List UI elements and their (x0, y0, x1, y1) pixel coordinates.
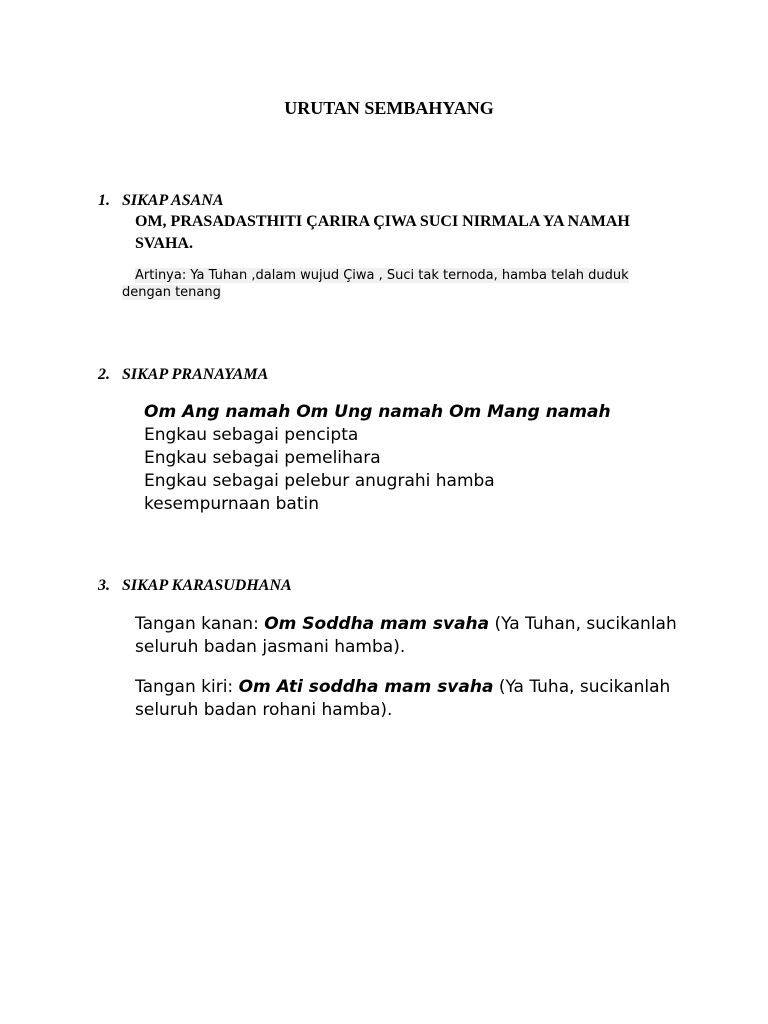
pranayama-mantra: Om Ang namah Om Ung namah Om Mang namah (144, 402, 611, 422)
item-suffix: (Ya Tuhan, sucikanlah seluruh badan jasmani hamba). (135, 614, 677, 657)
karasudhana-left-hand (135, 676, 695, 722)
pranayama-line: Engkau sebagai pelebur anugrahi hamba (144, 471, 495, 491)
item-prefix: Tangan kiri: (135, 677, 239, 697)
section-number: 2. (98, 366, 110, 383)
asana-meaning (122, 267, 662, 301)
section-title: SIKAP KARASUDHANA (122, 577, 292, 594)
karasudhana-right-hand (135, 613, 695, 659)
section-heading-pranayama (98, 366, 268, 384)
section-number: 3. (98, 577, 110, 594)
asana-mantra: OM, PRASADASTHITI ÇARIRA ÇIWA SUCI NIRMALA YA NAMAH SVAHA. (135, 213, 630, 252)
item-prefix: Tangan kanan: (135, 614, 265, 634)
item-mantra: Om Ati soddha mam svaha (238, 677, 494, 697)
document-title: URUTAN SEMBAHYANG (284, 98, 494, 118)
section-number: 1. (98, 192, 110, 209)
item-mantra: Om Soddha mam svaha (264, 614, 490, 634)
section-title: SIKAP ASANA (122, 192, 224, 209)
section-heading-karasudhana (98, 577, 292, 595)
pranayama-line: kesempurnaan batin (144, 494, 319, 514)
pranayama-line: Engkau sebagai pencipta (144, 425, 359, 445)
asana-meaning-text: Artinya: Ya Tuhan ,dalam wujud Çiwa , Suci tak ternoda, hamba telah duduk dengan tenang (122, 268, 629, 300)
item-suffix: (Ya Tuha, sucikanlah seluruh badan rohani hamba). (135, 677, 671, 720)
section-heading-asana (98, 192, 224, 210)
pranayama-line: Engkau sebagai pemelihara (144, 448, 381, 468)
section-title: SIKAP PRANAYAMA (122, 366, 269, 383)
pranayama-block (144, 401, 704, 516)
